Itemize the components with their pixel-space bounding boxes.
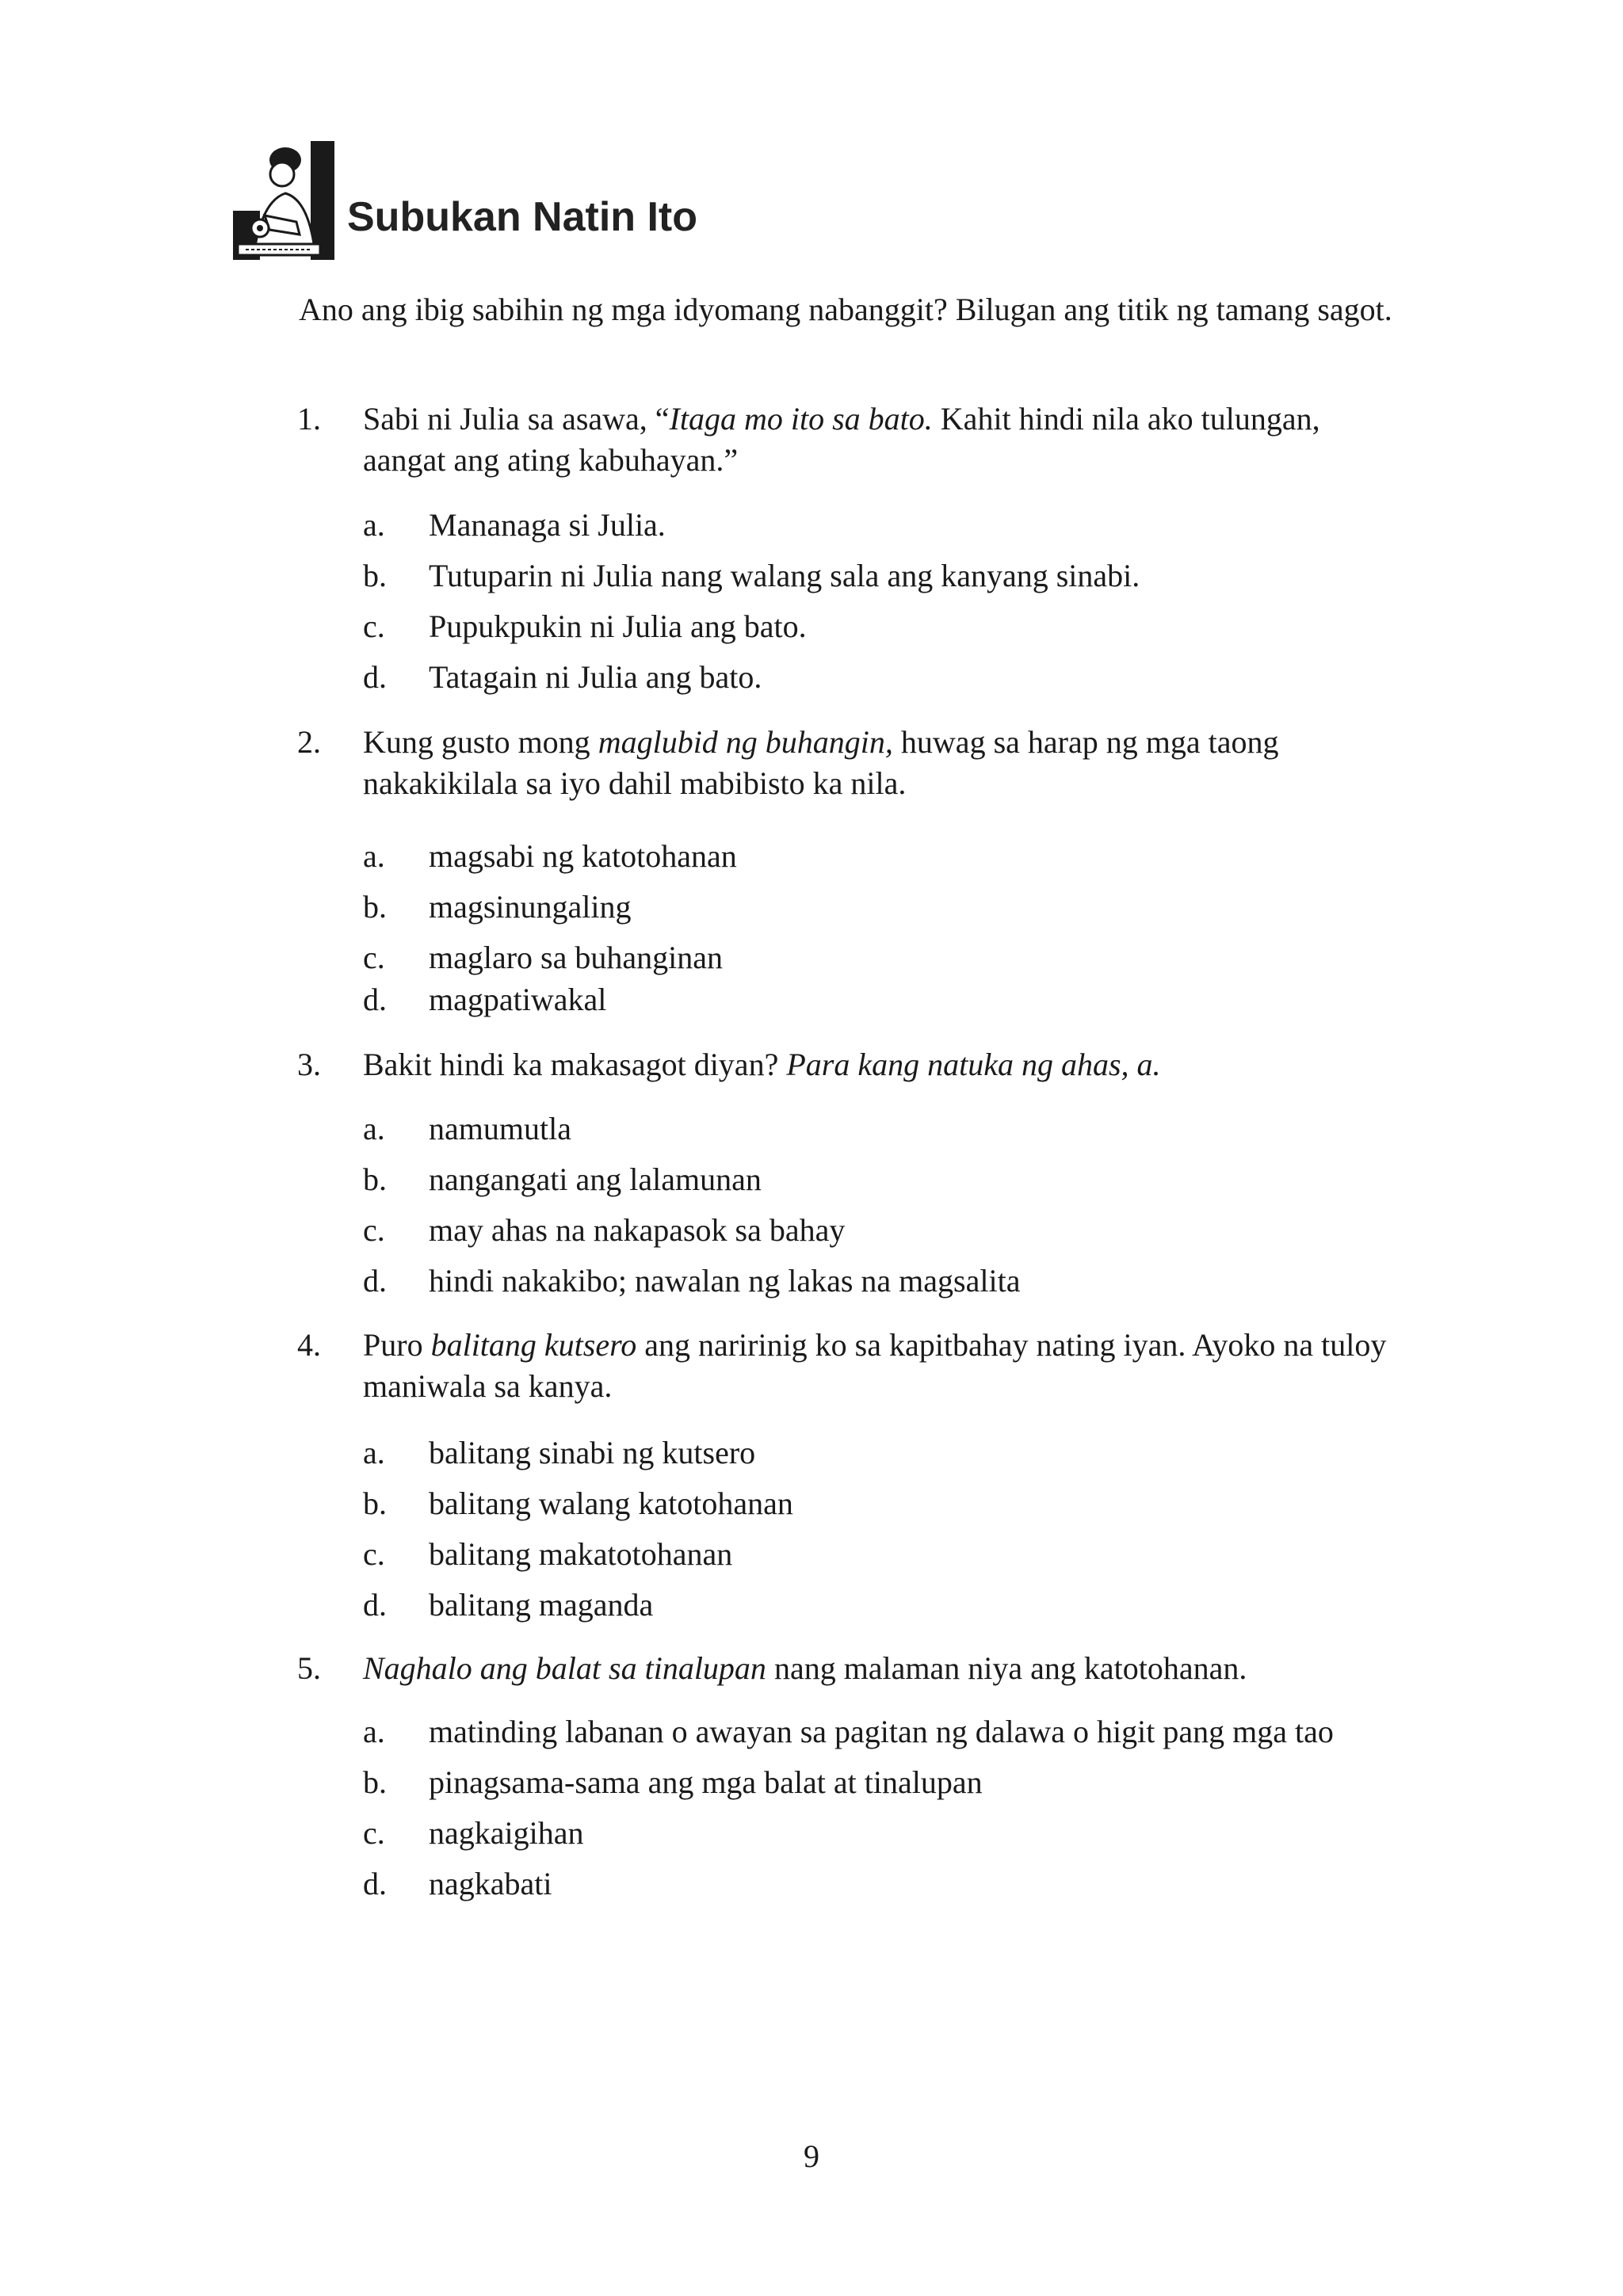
question-text: 1. Sabi ni Julia sa asawa, “Itaga mo ito sa bato. Kahit hindi nila ako tulungan, aangat ang ating kabuhayan.” <box>297 399 1399 481</box>
question-number: 4. <box>297 1327 321 1363</box>
choice-a[interactable]: a. magsabi ng katotohanan <box>363 838 737 874</box>
question-number: 1. <box>297 401 321 437</box>
choice-b[interactable]: b. Tutuparin ni Julia nang walang sala ang kanyang sinabi. <box>363 558 1140 593</box>
choice-c[interactable]: c. may ahas na nakapasok sa bahay <box>363 1212 846 1248</box>
idiom-text: balitang kutsero <box>430 1327 637 1363</box>
person-at-workbench-icon <box>230 136 339 263</box>
idiom-text: Naghalo ang balat sa tinalupan <box>363 1650 766 1686</box>
question-text: 5. Naghalo ang balat sa tinalupan nang malaman niya ang katotohanan. <box>297 1648 1399 1689</box>
choice-d[interactable]: d. balitang maganda <box>363 1587 654 1623</box>
choice-b[interactable]: b. pinagsama-sama ang mga balat at tinalupan <box>363 1764 983 1800</box>
section-header <box>230 136 697 263</box>
choice-b[interactable]: b. nangangati ang lalamunan <box>363 1161 762 1197</box>
choice-a[interactable]: a. namumutla <box>363 1111 571 1146</box>
idiom-text: Para kang natuka ng ahas, a. <box>786 1047 1161 1082</box>
question-text: 4. Puro balitang kutsero ang naririnig ko sa kapitbahay nating iyan. Ayoko na tuloy maniwala sa kanya. <box>297 1325 1399 1407</box>
choice-a[interactable]: a. Mananaga si Julia. <box>363 507 666 543</box>
question-2 <box>297 722 1399 1017</box>
question-number: 2. <box>297 724 321 760</box>
choice-a[interactable]: a. matinding labanan o awayan sa pagitan ng dalawa o higit pang mga tao <box>363 1714 1334 1749</box>
question-3 <box>297 1044 1399 1299</box>
instructions-text: Ano ang ibig sabihin ng mga idyomang nabanggit? Bilugan ang titik ng tamang sagot. <box>299 292 1392 327</box>
page-number: 9 <box>804 2138 819 2174</box>
section-title: Subukan Natin Ito <box>347 194 697 240</box>
question-number: 5. <box>297 1650 321 1686</box>
idiom-text: Itaga mo ito sa bato. <box>669 401 933 437</box>
choice-b[interactable]: b. magsinungaling <box>363 889 632 925</box>
question-number: 3. <box>297 1047 321 1082</box>
idiom-text: maglubid ng buhangin, <box>598 724 893 760</box>
question-1 <box>297 399 1399 695</box>
question-text: 2. Kung gusto mong maglubid ng buhangin, huwag sa harap ng mga taong nakakikilala sa iyo dahil mabibisto ka nila. <box>297 722 1399 804</box>
question-5 <box>297 1648 1399 1901</box>
choice-d[interactable]: d. magpatiwakal <box>363 982 607 1017</box>
choice-d[interactable]: d. Tatagain ni Julia ang bato. <box>363 659 762 695</box>
choice-d[interactable]: d. hindi nakakibo; nawalan ng lakas na magsalita <box>363 1263 1021 1299</box>
choice-c[interactable]: c. maglaro sa buhanginan <box>363 940 723 975</box>
choice-c[interactable]: c. Pupukpukin ni Julia ang bato. <box>363 608 807 644</box>
choice-c[interactable]: c. nagkaigihan <box>363 1815 584 1851</box>
choice-d[interactable]: d. nagkabati <box>363 1866 552 1901</box>
question-text: 3. Bakit hindi ka makasagot diyan? Para kang natuka ng ahas, a. <box>297 1044 1399 1085</box>
choice-b[interactable]: b. balitang walang katotohanan <box>363 1486 793 1521</box>
question-4 <box>297 1325 1399 1623</box>
choice-a[interactable]: a. balitang sinabi ng kutsero <box>363 1435 756 1470</box>
choice-c[interactable]: c. balitang makatotohanan <box>363 1536 733 1572</box>
